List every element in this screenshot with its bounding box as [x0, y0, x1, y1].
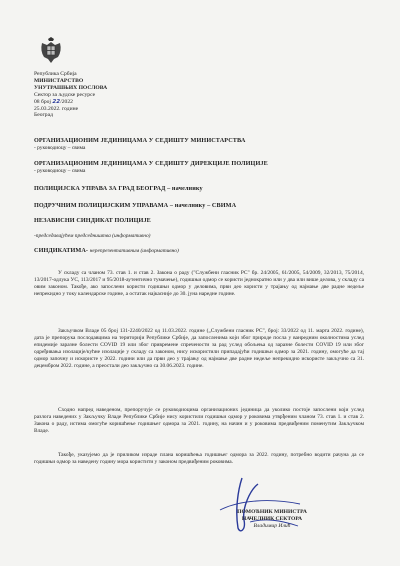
- issuer-country: Република Србија: [34, 71, 77, 77]
- issuer-date: 25.03.2022. године: [34, 105, 79, 112]
- paragraph-4: [34, 452, 364, 466]
- addressee-sub: - руководиоцу – свима: [34, 144, 86, 151]
- addressee-5: [34, 217, 374, 225]
- issuer-ministry-line2: УНУТРАШЊИХ ПОСЛОВА: [34, 84, 108, 91]
- addressee-title: ПОДРУЧНИМ ПОЛИЦИЈСКИМ УПРАВАМА – начелнику – СВИМА: [34, 202, 237, 209]
- issuer-number: [34, 99, 107, 106]
- issuer-number-prefix: 08 број: [34, 98, 51, 105]
- issuer-ministry-line1: МИНИСТАРСТВО: [34, 77, 84, 84]
- addressee-title: ПОЛИЦИЈСКА УПРАВА ЗА ГРАД БЕОГРАД – начелнику: [34, 185, 203, 192]
- paragraph-text: Сходно напред наведеном, препоручује се руководиоцима организационих јединица да уколико постоје запослени који услед разлога наведених у Закључку Владе Републике Србије нису користили годишњи одмор у роковима утврђеним чланом 73. став 1. и став 2. Закона о раду, истима омогуће коришћење годишњег одмора за 2021. годину, на начин и у роковима предвиђеним поменутим Закључком Владе.: [34, 407, 364, 434]
- issuer-sector: Сектор за људске ресурсе: [34, 91, 96, 98]
- paragraph-3: [34, 407, 364, 435]
- issuer-number-suffix: /2022: [60, 98, 73, 105]
- addressee-3: [34, 185, 374, 193]
- signatory-name: Владимир Илић: [253, 523, 291, 529]
- paragraph-text: Закључком Владе 05 број 131-2240/2022 од 11.03.2022. године („Службени гласник РС", број: 33/2022 од 11. марта 2022. године), дата је препорука послодавцима на територији Републике Србије, да запосленима који због природе посла у ванредним околностима услед епидемије заразне болести COVID 19 или због привремене спречености за рад услед обољења од заразне болести COVID 19 или због одређивања изолације/кућне изолације у складу са законом, нису искористили припадајући годишњи одмор за 2021. годину, омогуће да тај одмор започну и искористе у 2022. години или да први део у трајању од најмање две радне недеље непрекидно искористе закључно са 31. децембром 2022. године, а преостали део закључно са 30.06.2023. године.: [34, 328, 364, 369]
- addressee-1: [34, 137, 374, 153]
- paragraph-2: [34, 328, 364, 369]
- addressee-6: [34, 233, 374, 241]
- addressee-title: ОРГАНИЗАЦИОНИМ ЈЕДИНИЦАМА У СЕДИШТУ ДИРЕКЦИЈЕ ПОЛИЦИЈЕ: [34, 160, 268, 167]
- addressee-4: [34, 202, 374, 210]
- paragraph-1: [34, 270, 364, 298]
- issuer-city: Београд: [34, 112, 53, 119]
- addressee-sub: -председавајућем председништва (информативно): [34, 233, 151, 239]
- addressee-title: НЕЗАВИСНИ СИНДИКАТ ПОЛИЦИЈЕ: [34, 217, 151, 224]
- signature-block: [232, 509, 312, 530]
- addressee-sub: нерепрезентативним (информативно): [89, 248, 179, 254]
- issuer-block: [34, 71, 107, 119]
- addressee-title: СИНДИКАТИМА-: [34, 247, 90, 254]
- stamp-line2: НАЧЕЛНИК СЕКТОРА: [241, 516, 303, 522]
- stamp-line1: ПОМОЋНИК МИНИСТРА: [237, 509, 307, 515]
- issuer-number-handwritten: 22: [52, 98, 61, 105]
- addressee-2: [34, 160, 374, 176]
- addressee-7: [34, 247, 374, 256]
- serbia-coat-of-arms-icon: [40, 37, 62, 65]
- addressee-sub: - руководиоцу – свима: [34, 167, 86, 174]
- paragraph-text: Такође, указујемо да је приликом израде плана коришћења годишњег одмора за 2022. годину, потребно водити рачуна да се годишњи одмор за наведену годину мора користити у законом предвиђеним роковима.: [34, 452, 364, 465]
- paragraph-text: У складу са чланом 73. став 1. и став 2. Закона о раду ("Службени гласник РС" бр. 24/2005, 61/2005, 54/2009, 32/2013, 75/2014, 13/2017-одлука УС, 113/2017 и 95/2018-аутентично тумачење), годишњи одмор се користи једнократно или у два или више делова, у складу са овим законом. Такође, ако запослени користи годишњи одмор у деловима, први део користи у трајању од најмање две радне недеље непрекидно у току календарске године, а остатак најкасније до 30. јуна наредне године.: [34, 270, 364, 297]
- addressee-title: ОРГАНИЗАЦИОНИМ ЈЕДИНИЦАМА У СЕДИШТУ МИНИСТАРСТВА: [34, 137, 246, 144]
